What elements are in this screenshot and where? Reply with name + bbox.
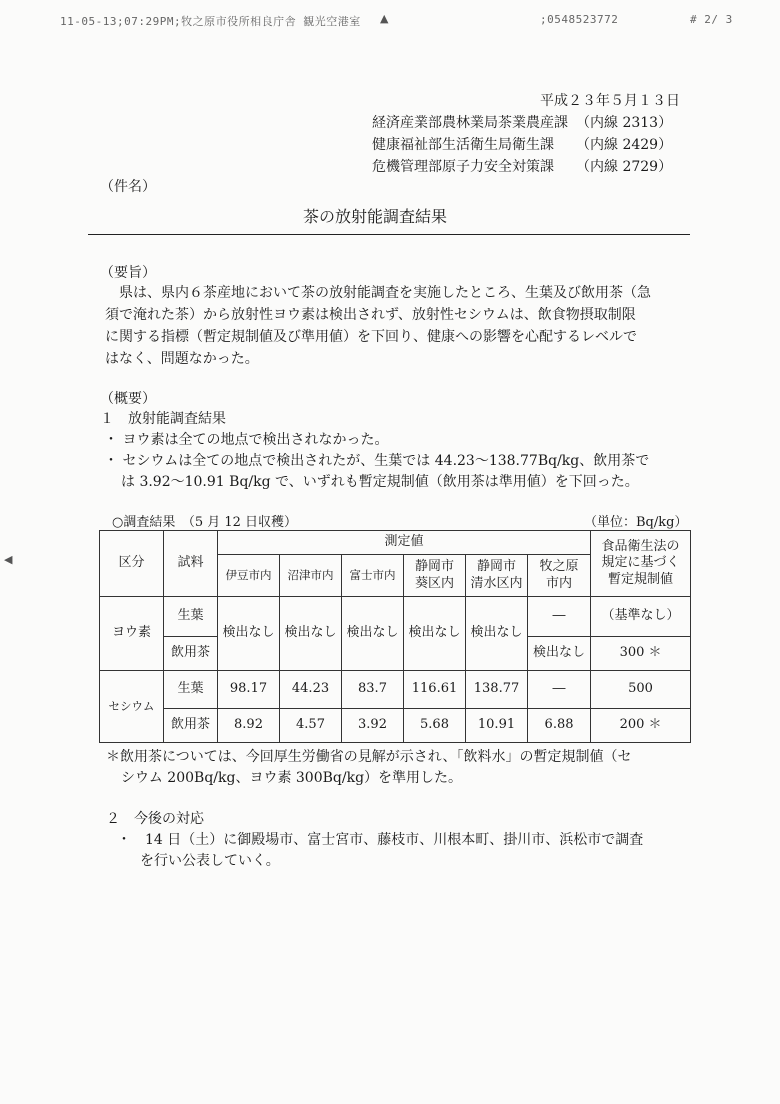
summary-line-2: 須で淹れた茶）から放射性ヨウ素は検出されず、放射性セシウムは、飲食物摂取制限 <box>105 307 636 323</box>
row-category-iodine: ヨウ素 <box>100 597 164 671</box>
header-regulation <box>591 531 691 597</box>
header-regulation-line-2: 規定に基づく <box>601 555 680 571</box>
cell-value: 138.77 <box>466 671 528 709</box>
results-table <box>99 530 691 743</box>
cell-value: 8.92 <box>218 709 280 743</box>
summary-body <box>105 282 651 370</box>
cell-limit: 500 <box>591 671 691 709</box>
row-category-cesium: セシウム <box>100 671 164 743</box>
row-sample: 飲用茶 <box>164 637 218 671</box>
summary-line-1: 県は、県内６茶産地において茶の放射能調査を実施したところ、生葉及び飲用茶（急 <box>105 285 651 301</box>
cesium-finding-line-2: は 3.92～10.91 Bq/kg で、いずれも暫定規制値（飲用茶は準用値）を下回った。 <box>121 474 639 490</box>
department-1 <box>372 112 672 132</box>
cell-value: ― <box>528 671 591 709</box>
cell-value: 検出なし <box>466 597 528 671</box>
cell-value: 4.57 <box>280 709 342 743</box>
table-row <box>100 709 691 743</box>
department-1-ext: （内線 2313） <box>576 115 673 131</box>
department-2-name: 健康福祉部生活衛生局衛生課 <box>372 137 554 153</box>
future-line-1: ・ 14 日（土）に御殿場市、富士宮市、藤枝市、川根本町、掛川市、浜松市で調査 <box>117 832 644 848</box>
cell-limit: 300 ＊ <box>591 637 691 671</box>
summary-line-3: に関する指標（暫定規制値及び準用値）を下回り、健康への影響を心配するレベルで <box>105 329 637 345</box>
cell-limit: 200 ＊ <box>591 709 691 743</box>
cell-value: 検出なし <box>342 597 404 671</box>
section-2-title: ２ 今後の対応 <box>106 811 204 827</box>
scan-marker-triangle-icon: ▲ <box>380 12 389 25</box>
header-location-shizuoka-aoi <box>404 555 466 597</box>
cell-value: 検出なし <box>280 597 342 671</box>
row-sample: 生葉 <box>164 597 218 637</box>
department-2-ext: （内線 2429） <box>576 137 673 153</box>
header-location-shizuoka-shimizu <box>466 555 528 597</box>
fax-header-number: ;0548523772 <box>540 13 619 26</box>
cell-value: 116.61 <box>404 671 466 709</box>
cell-value: 83.7 <box>342 671 404 709</box>
cell-value: 10.91 <box>466 709 528 743</box>
department-3-ext: （内線 2729） <box>576 159 673 175</box>
location-aoi-line-2: 葵区内 <box>414 575 454 591</box>
note-line-2: シウム 200Bq/kg、ヨウ素 300Bq/kg）を準用した。 <box>121 770 463 786</box>
cell-value: 検出なし <box>528 637 591 671</box>
header-location-numazu: 沼津市内 <box>280 555 342 597</box>
department-3-name: 危機管理部原子力安全対策課 <box>372 159 554 175</box>
future-line-2: を行い公表していく。 <box>140 853 280 869</box>
cell-limit: （基準なし） <box>591 597 691 637</box>
header-category: 区分 <box>100 531 164 597</box>
header-location-makinohara <box>528 555 591 597</box>
table-row <box>100 597 691 637</box>
row-sample: 生葉 <box>164 671 218 709</box>
row-sample: 飲用茶 <box>164 709 218 743</box>
scan-marker-left-triangle-icon: ◀ <box>4 553 13 566</box>
subject-label: （件名） <box>100 179 156 195</box>
location-makinohara-line-2: 市内 <box>546 575 573 591</box>
section-1-title: １ 放射能調査結果 <box>100 411 226 427</box>
location-makinohara-line-1: 牧之原 <box>539 559 579 575</box>
summary-line-4: はなく、問題なかった。 <box>105 351 259 367</box>
department-2 <box>372 134 672 154</box>
header-measured: 測定値 <box>218 531 591 555</box>
department-1-name: 経済産業部農林業局茶業農産課 <box>372 115 568 131</box>
fax-header-page: # 2/ 3 <box>690 13 733 26</box>
cell-value: 44.23 <box>280 671 342 709</box>
table-header-row-1 <box>100 531 691 555</box>
document-date: 平成２３年５月１３日 <box>540 93 680 109</box>
table-row <box>100 671 691 709</box>
iodine-finding: ・ ヨウ素は全ての地点で検出されなかった。 <box>104 432 389 448</box>
cell-value: 検出なし <box>404 597 466 671</box>
cell-value: 3.92 <box>342 709 404 743</box>
cesium-finding-line-1: ・ セシウムは全ての地点で検出されたが、生葉では 44.23～138.77Bq/kg、飲用茶で <box>104 453 650 469</box>
overview-heading: （概要） <box>100 391 156 407</box>
cell-value: 5.68 <box>404 709 466 743</box>
cell-value: ― <box>528 597 591 637</box>
summary-heading: （要旨） <box>100 265 156 281</box>
fax-header-left: 11-05-13;07:29PM;牧之原市役所相良庁舎 観光空港室 <box>60 15 361 28</box>
header-regulation-line-3: 暫定規制値 <box>608 571 674 587</box>
header-location-izu: 伊豆市内 <box>218 555 280 597</box>
table-unit: （単位：Bq/kg） <box>584 515 688 530</box>
location-shimizu-line-2: 清水区内 <box>470 575 523 591</box>
location-aoi-line-1: 静岡市 <box>414 559 454 575</box>
document-title: 茶の放射能調査結果 <box>303 207 448 226</box>
note-line-1: ＊飲用茶については、今回厚生労働省の見解が示され、「飲料水」の暫定規制値（セ <box>106 749 632 765</box>
location-shimizu-line-1: 静岡市 <box>476 559 516 575</box>
department-3 <box>372 156 672 176</box>
header-location-fuji: 富士市内 <box>342 555 404 597</box>
cell-value: 検出なし <box>218 597 280 671</box>
header-sample: 試料 <box>164 531 218 597</box>
header-regulation-line-1: 食品衛生法の <box>601 539 680 555</box>
table-caption: ○調査結果 （5 月 12 日収穫） <box>112 515 298 530</box>
title-underline <box>88 234 690 235</box>
cell-value: 98.17 <box>218 671 280 709</box>
cell-value: 6.88 <box>528 709 591 743</box>
